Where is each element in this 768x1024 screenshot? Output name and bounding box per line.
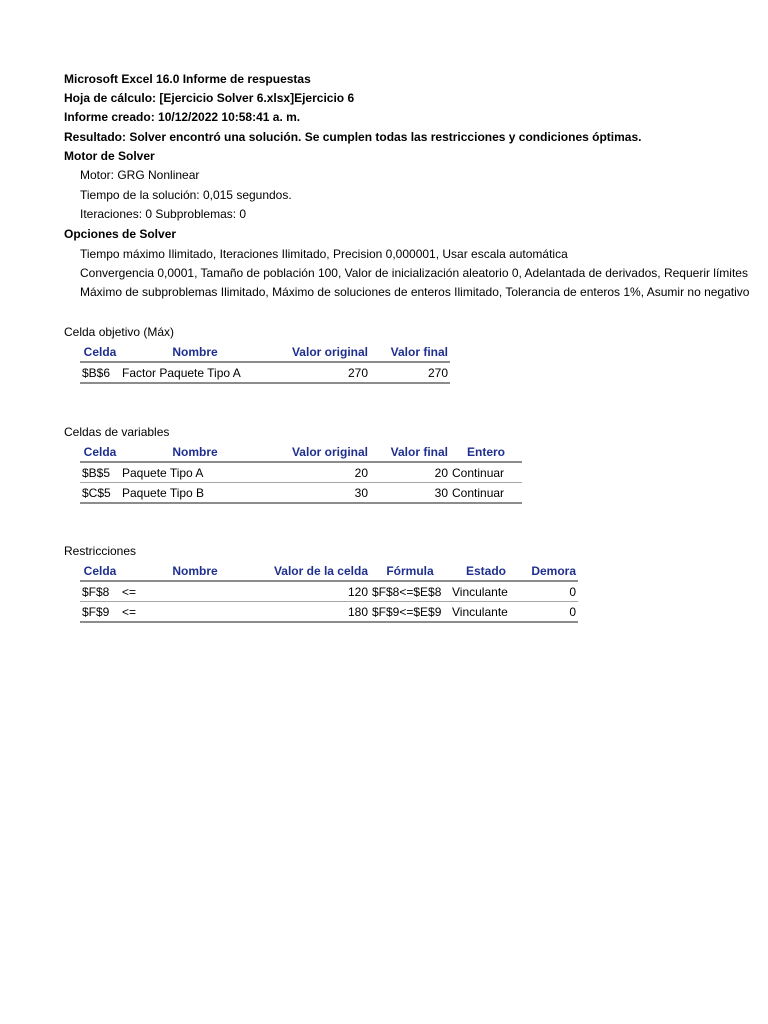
col-valor-final: Valor final — [370, 342, 450, 362]
col-celda: Celda — [80, 342, 120, 362]
objective-table — [80, 342, 450, 384]
cell-value: 120 — [270, 581, 370, 602]
col-nombre: Nombre — [120, 342, 270, 362]
cell-status: Vinculante — [450, 602, 522, 623]
cell-status: Vinculante — [450, 581, 522, 602]
options-heading: Opciones de Solver — [64, 227, 177, 241]
report-sheet: Hoja de cálculo: [Ejercicio Solver 6.xlsx]Ejercicio 6 — [64, 91, 355, 105]
report-result: Resultado: Solver encontró una solución. Se cumplen todas las restricciones y condiciones óptimas. — [64, 130, 642, 144]
constraints-table — [80, 561, 578, 623]
table-row — [80, 581, 578, 602]
cell-original: 30 — [270, 483, 370, 504]
cell-name: Paquete Tipo B — [120, 483, 270, 504]
col-celda: Celda — [80, 561, 120, 581]
variables-table — [80, 442, 522, 504]
col-valor-original: Valor original — [270, 342, 370, 362]
cell-final: 270 — [370, 362, 450, 383]
engine-heading: Motor de Solver — [64, 149, 155, 163]
col-valor-celda: Valor de la celda — [270, 561, 370, 581]
options-line-3: Máximo de subproblemas Ilimitado, Máximo de soluciones de enteros Ilimitado, Tolerancia de enteros 1%, Asumir no negativo — [80, 285, 750, 299]
col-valor-original: Valor original — [270, 442, 370, 462]
col-demora: Demora — [522, 561, 578, 581]
col-celda: Celda — [80, 442, 120, 462]
variables-heading: Celdas de variables — [64, 425, 170, 439]
report-title: Microsoft Excel 16.0 Informe de respuestas — [64, 72, 311, 86]
col-valor-final: Valor final — [370, 442, 450, 462]
cell-name: <= — [120, 602, 270, 623]
col-estado: Estado — [450, 561, 522, 581]
cell-final: 20 — [370, 462, 450, 483]
cell-slack: 0 — [522, 581, 578, 602]
cell-ref: $B$6 — [80, 362, 120, 383]
engine-motor: Motor: GRG Nonlinear — [80, 168, 200, 182]
cell-name: Paquete Tipo A — [120, 462, 270, 483]
constraints-heading: Restricciones — [64, 544, 137, 558]
col-nombre: Nombre — [120, 561, 270, 581]
options-line-2: Convergencia 0,0001, Tamaño de población 100, Valor de inicialización aleatorio 0, Adelantada de derivados, Requerir límites — [80, 266, 748, 280]
table-row — [80, 462, 522, 483]
col-entero: Entero — [450, 442, 522, 462]
cell-ref: $B$5 — [80, 462, 120, 483]
cell-final: 30 — [370, 483, 450, 504]
cell-formula: $F$9<=$E$9 — [370, 602, 450, 623]
cell-ref: $F$8 — [80, 581, 120, 602]
col-nombre: Nombre — [120, 442, 270, 462]
cell-formula: $F$8<=$E$8 — [370, 581, 450, 602]
cell-name: <= — [120, 581, 270, 602]
cell-slack: 0 — [522, 602, 578, 623]
objective-heading: Celda objetivo (Máx) — [64, 325, 175, 339]
table-row — [80, 362, 450, 383]
col-formula: Fórmula — [370, 561, 450, 581]
cell-ref: $C$5 — [80, 483, 120, 504]
options-line-1: Tiempo máximo Ilimitado, Iteraciones Ilimitado, Precision 0,000001, Usar escala automática — [80, 247, 568, 261]
table-row — [80, 483, 522, 504]
cell-integer: Continuar — [450, 483, 522, 504]
cell-original: 270 — [270, 362, 370, 383]
cell-original: 20 — [270, 462, 370, 483]
table-row — [80, 602, 578, 623]
cell-ref: $F$9 — [80, 602, 120, 623]
cell-integer: Continuar — [450, 462, 522, 483]
cell-value: 180 — [270, 602, 370, 623]
engine-iterations: Iteraciones: 0 Subproblemas: 0 — [80, 207, 247, 221]
report-created: Informe creado: 10/12/2022 10:58:41 a. m. — [64, 110, 301, 124]
engine-time: Tiempo de la solución: 0,015 segundos. — [80, 188, 292, 202]
cell-name: Factor Paquete Tipo A — [120, 362, 270, 383]
